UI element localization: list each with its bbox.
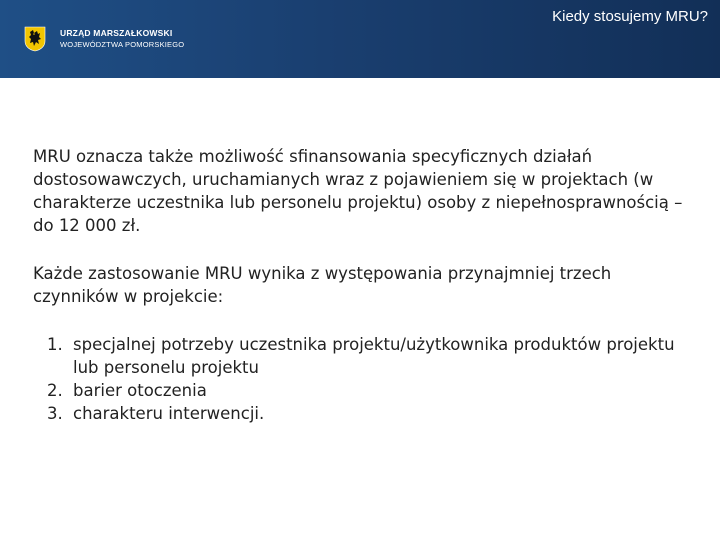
paragraph-mru-definition: MRU oznacza także możliwość sfinansowania specyficznych działań dostosowawczych, uruchamianych wraz z pojawieniem się w projektach (w charakterze uczestnika lub personelu projektu) osoby z niepełnosprawnością – do 12 000 zł. — [33, 147, 683, 235]
griffin-crest-icon — [24, 26, 46, 52]
list-item-number: 1. — [47, 335, 63, 354]
paragraph-factors-intro: Każde zastosowanie MRU wynika z występowania przynajmniej trzech czynników w projekcie: — [33, 264, 612, 306]
list-item-number: 3. — [47, 404, 63, 423]
slide-title: Kiedy stosujemy MRU? — [552, 8, 708, 25]
logo-line-2: WOJEWÓDZTWA POMORSKIEGO — [60, 40, 185, 49]
list-item-text: barier otoczenia — [73, 381, 207, 400]
list-item — [33, 402, 693, 425]
logo-text — [60, 28, 184, 50]
logo-line-1: URZĄD MARSZAŁKOWSKI — [60, 28, 173, 38]
list-item-text: specjalnej potrzeby uczestnika projektu/użytkownika produktów projektu lub personelu projektu — [73, 335, 675, 377]
logo — [24, 26, 184, 52]
factors-list — [33, 333, 693, 425]
list-item-number: 2. — [47, 381, 63, 400]
slide-content — [33, 145, 693, 425]
list-item — [33, 333, 693, 379]
list-item-text: charakteru interwencji. — [73, 404, 265, 423]
list-item — [33, 379, 693, 402]
header-bar — [0, 0, 720, 78]
